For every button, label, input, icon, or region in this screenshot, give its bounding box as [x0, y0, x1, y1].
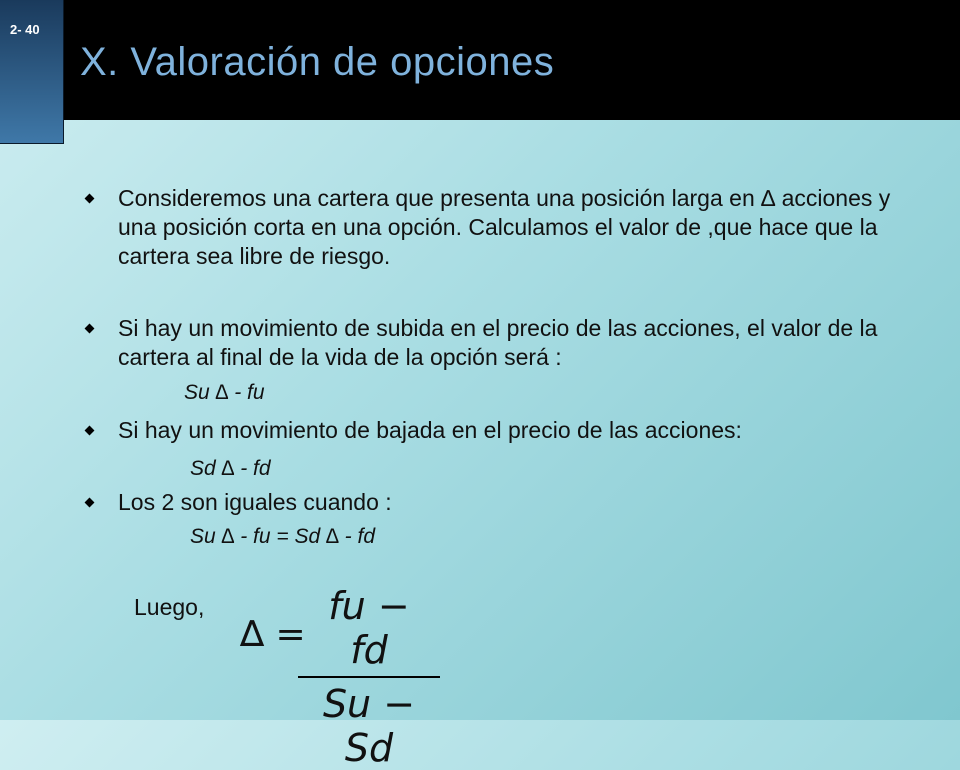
bullet-item: [80, 488, 918, 517]
slide-number-tab: [0, 0, 64, 144]
formula-up: Su ∆ - fu: [184, 381, 265, 404]
fraction-numerator: fu − fd: [328, 584, 410, 672]
bullet-text: Si hay un movimiento de bajada en el precio de las acciones:: [118, 417, 742, 443]
bullet-item: [80, 416, 918, 445]
slide-number: 2- 40: [10, 22, 40, 37]
bullet-text: Consideremos una cartera que presenta una posición larga en ∆ acciones y una posición corta en una opción. Calculamos el valor de ,que hace que la cartera sea libre de riesgo.: [118, 185, 891, 269]
bullet-text: Los 2 son iguales cuando :: [118, 489, 392, 515]
diamond-bullet-icon: [85, 426, 95, 436]
bullet-text: Si hay un movimiento de subida en el precio de las acciones, el valor de la cartera al final de la vida de la opción será :: [118, 315, 878, 370]
formula-down: Sd ∆ - fd: [190, 457, 271, 480]
bullet-item: [80, 184, 918, 270]
fraction: [298, 584, 440, 770]
diamond-bullet-icon: [85, 324, 95, 334]
conclusion-label: Luego,: [134, 594, 205, 620]
diamond-bullet-icon: [85, 194, 95, 204]
delta-symbol: ∆ =: [240, 614, 306, 655]
diamond-bullet-icon: [85, 498, 95, 508]
fraction-denominator: Su − Sd: [298, 676, 440, 770]
slide-title: X. Valoración de opciones: [80, 40, 555, 84]
delta-equation: [240, 584, 440, 770]
formula-equal: Su ∆ - fu = Sd ∆ - fd: [190, 525, 376, 548]
bullet-item: [80, 314, 918, 372]
